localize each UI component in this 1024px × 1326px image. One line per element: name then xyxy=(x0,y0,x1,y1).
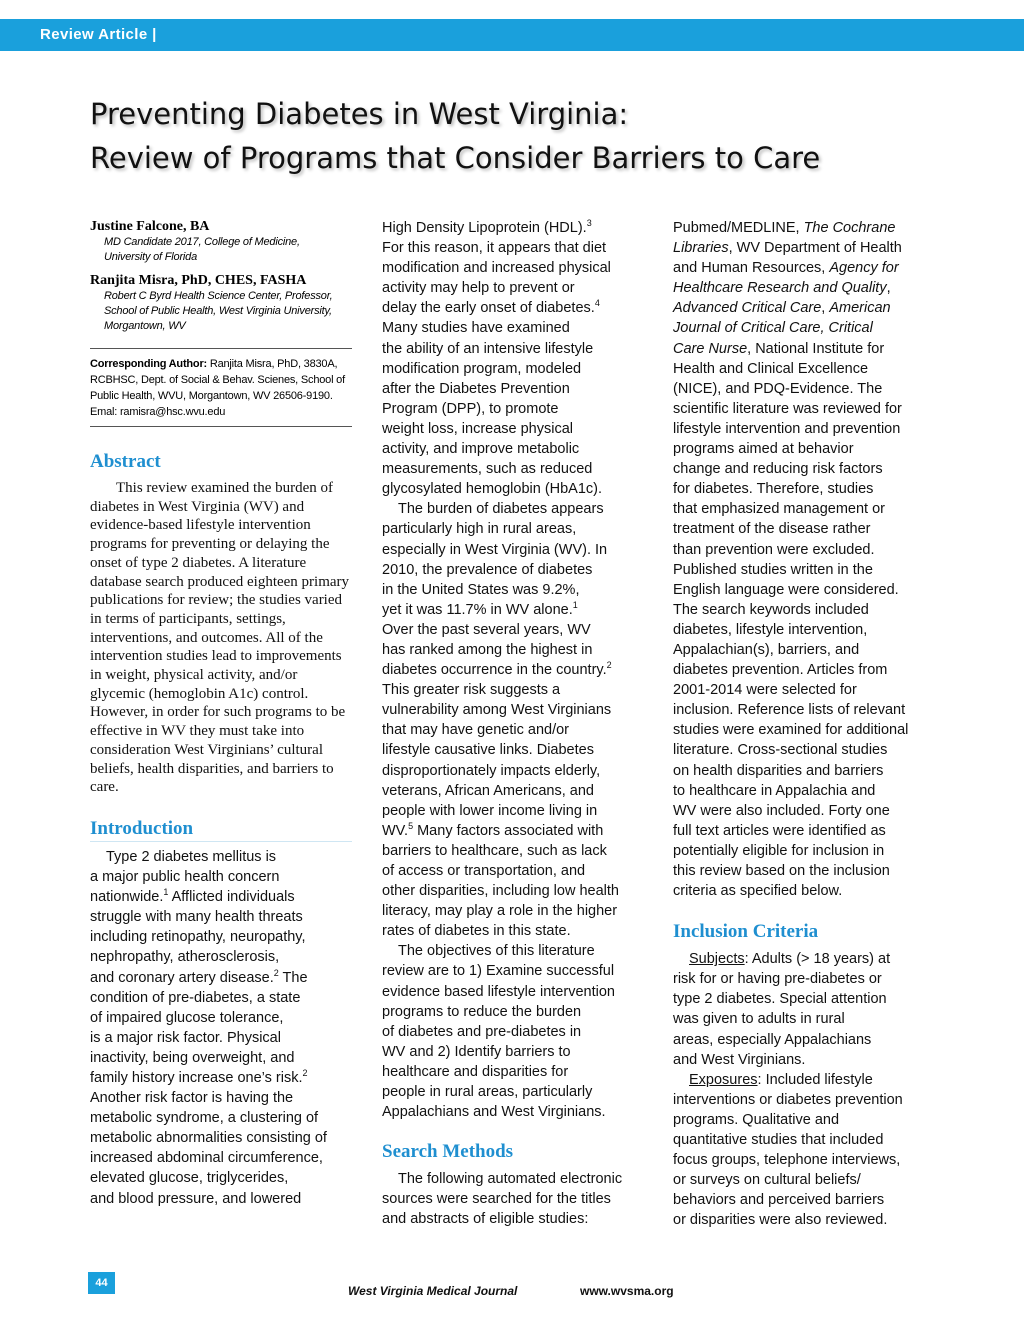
body-paragraph: The burden of diabetes appears particularly high in rural areas, especially in West Virginia (WV). In 2010, the prevalence of diabetes in the United States was 9.2%, yet it was 11.7% in WV alone.$^1$ Over the past several years, WV has ranked among the highest in diabetes occurrence in the country.$^2$ This greater risk suggests a vulnerability among West Virginians that may have genetic and/or lifestyle causative links. Diabetes disproportionately impacts elderly, veterans, African Americans, and people with lower income living in WV.$^5$ Many factors associated with barriers to healthcare, such as lack of access or transportation, and other disparities, including low health literacy, may play a role in the higher rates of diabetes in this state. xyxy=(382,501,619,940)
body-paragraph: The following automated electronic sources were searched for the titles and abstracts of eligible studies: xyxy=(382,1171,623,1228)
section-label: Review Article | xyxy=(40,26,157,43)
search-methods-heading: Search Methods xyxy=(382,1141,514,1163)
body-paragraph: Pubmed/MEDLINE, The Cochrane Libraries, WV Department of Health and Human Resources, Agency for Healthcare Research and Quality, Advanced Critical Care, American Journal of Critical Care, Critical Care Nurse, National Institute for Health and Clinical Excellence (NICE), and PDQ-Evidence. The scientific literature was reviewed for lifestyle intervention and prevention programs aimed at behavior change and reducing risk factors for diabetes. Therefore, studies that emphasized management or treatment of the disease rather than prevention were excluded. Published studies written in the English language were considered. The search keywords included diabetes, lifestyle intervention, Appalachian(s), barriers, and diabetes prevention. Articles from 2001-2014 were selected for inclusion. Reference lists of relevant studies were examined for additional literature. Cross-sectional studies on health disparities and barriers to healthcare in Appalachia and WV were also included. Forty one full text articles were identified as potentially eligible for inclusion in this review based on the inclusion criteria as specified below. xyxy=(673,220,909,900)
title-line-1: Preventing Diabetes in West Virginia: xyxy=(90,97,629,131)
journal-name: West Virginia Medical Journal xyxy=(348,1284,518,1298)
abstract-text: This review examined the burden of diabetes in West Virginia (WV) and evidence-based lifestyle intervention programs for preventing or delaying the onset of type 2 diabetes. A literature database search produced eighteen primary publications for review; the studies varied in terms of participants, settings, interventions, and outcomes. All of the intervention studies lead to improvements in weight, physical activity, and/or glycemic (hemoglobin A1c) control. However, in order for such programs to be effective in WV they must take into consideration West Virginians’ cultural beliefs, health disparities, and barriers to care. xyxy=(90,480,350,796)
column-1 xyxy=(90,218,352,1209)
exposures-paragraph: Exposures: Included lifestyle interventions or diabetes prevention programs. Qualitative and quantitative studies that included focus groups, telephone interviews, or surveys on cultural beliefs/ behaviors and perceived barriers or disparities were also reviewed. xyxy=(673,1071,903,1229)
introduction-paragraph: Type 2 diabetes mellitus is a major public health concern nationwide.$^1$ Afflicted individuals struggle with many health threats including retinopathy, neuropathy, nephropathy, atherosclerosis, and coronary artery disease.$^2$ The condition of pre-diabetes, a state of impaired glucose tolerance, is a major risk factor. Physical inactivity, being overweight, and family history increase one’s risk.$^2$ Another risk factor is having the metabolic syndrome, a clustering of metabolic abnormalities consisting of increased abdominal circumference, elevated glucose, triglycerides, and blood pressure, and lowered xyxy=(90,848,327,1207)
body-paragraph: High Density Lipoprotein (HDL).$^3$ For this reason, it appears that diet modification and increased physical activity may help to prevent or delay the early onset of diabetes.$^4$ Many studies have examined the ability of an intensive lifestyle modification program, modeled after the Diabetes Prevention Program (DPP), to promote weight loss, increase physical activity, and improve metabolic measurements, such as reduced glycosylated hemoglobin (HbA1c). xyxy=(382,218,611,498)
divider xyxy=(90,426,352,427)
page-number: 44 xyxy=(88,1272,115,1294)
body-paragraph: The objectives of this literature review are to 1) Examine successful evidence based lifestyle intervention programs to reduce the burden of diabetes and pre-diabetes in WV and 2) Identify barriers to healthcare and disparities for people in rural areas, particularly Appalachians and West Virginians. xyxy=(382,943,615,1121)
article-title xyxy=(90,92,990,180)
journal-url: www.wvsma.org xyxy=(580,1284,674,1298)
author-name: Ranjita Misra, PhD, CHES, FASHA xyxy=(90,273,307,288)
divider xyxy=(90,348,352,349)
column-3 xyxy=(673,218,937,1231)
abstract-heading: Abstract xyxy=(90,451,161,472)
introduction-heading: Introduction xyxy=(90,817,352,842)
subjects-paragraph: Subjects: Adults (> 18 years) at risk for or having pre-diabetes or type 2 diabetes. Special attention was given to adults in rural areas, especially Appalachians and West Virginians. xyxy=(673,951,891,1068)
corresponding-author: Corresponding Author: Ranjita Misra, PhD, 3830A, RCBHSC, Dept. of Social & Behav. Scienes, School of Public Health, WVU, Morgantown, WV 26506-9190. Emal: ramisra@hsc.wvu.edu xyxy=(90,358,345,418)
author-affiliation: Robert C Byrd Health Science Center, Professor, School of Public Health, West Virginia University, Morgantown, WV xyxy=(104,290,333,332)
author-affiliation: MD Candidate 2017, College of Medicine, University of Florida xyxy=(104,236,300,263)
inclusion-criteria-heading: Inclusion Criteria xyxy=(673,921,819,943)
title-line-2: Review of Programs that Consider Barriers to Care xyxy=(90,141,821,175)
header-bar xyxy=(0,19,1024,51)
author-name: Justine Falcone, BA xyxy=(90,219,210,234)
column-2 xyxy=(382,218,644,1230)
